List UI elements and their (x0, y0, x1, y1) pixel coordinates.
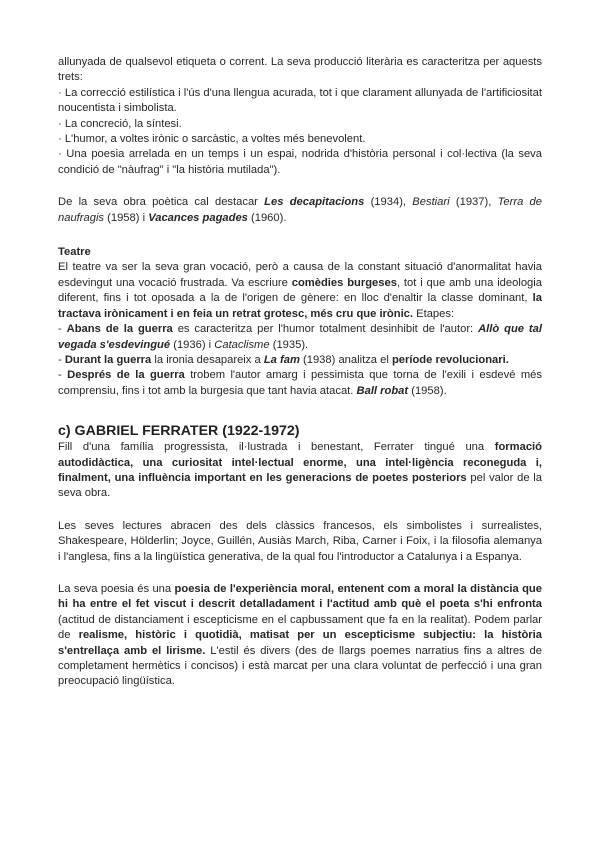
work-title: Allò que tal vegada s'esdevingué (58, 323, 542, 351)
work-title: Cataclisme (214, 338, 270, 351)
work-title: Terra de naufragis (58, 196, 543, 224)
trait-item: · L'humor, a voltes irònic o sarcàstic, a voltes més benevolent. (58, 133, 366, 146)
emphasis: Després de la guerra (67, 369, 185, 382)
emphasis: Durant la guerra (64, 353, 152, 366)
poetic-works-paragraph (58, 195, 542, 226)
emphasis: període revolucionari. (391, 353, 509, 366)
ferrater-paragraph: Fill d'una família progressista, il·lustrada i benestant, Ferrater tingué una formació autodidàctica, una curiositat intel·lectual enorme, una intel·ligència reconeguda i, finalment, una influència important en les generacions de poetes posteriors pel valor de la seva obra. (58, 441, 543, 500)
work-title: Ball robat (356, 384, 409, 397)
trait-item: · La concreció, la síntesi. (58, 117, 182, 130)
emphasis: la tractava irònicament i en feia un retrat grotesc, més cru que irònic. (58, 292, 542, 320)
work-title: La fam (263, 353, 300, 366)
trait-item: · La correcció estilística i l'ús d'una llengua acurada, tot i que clarament allunyada de l'artificiositat noucentista i simbolista. (58, 86, 542, 115)
stage-item: - Durant la guerra la ironia desapareix a La fam (1938) analitza el període revolucionari. (58, 353, 509, 366)
section-heading-teatre: Teatre (58, 246, 91, 259)
teatre-paragraph (58, 260, 542, 322)
text-run: (1960). (247, 211, 287, 224)
text-run: El teatre va ser la seva gran vocació, però a causa de la constant situació d'anormalitat havia esdevingut una vocació frustrada. Va escriure (58, 261, 542, 289)
text-run: (1958) i (104, 211, 149, 224)
stage-item: - Després de la guerra trobem l'autor amarg i pessimista que torna de l'exili i esdevé més comprensiu, fins i tot amb la burgesia que tant havia atacat. Ball robat (1958). (58, 369, 542, 397)
ferrater-readings-paragraph: Les seves lectures abracen des dels clàssics francesos, els simbolistes i surrealistes, Shakespeare, Hölderlin; Joyce, Guillén, Ausiàs March, Riba, Carner i Foix, i la filosofia alemanya i l'anglesa, fins a la lingüística generativa, de la qual fou l'introductor a Catalunya i a Espanya. (58, 519, 542, 563)
text-run: (1937), (449, 196, 498, 209)
section-heading-ferrater: c) GABRIEL FERRATER (1922-1972) (58, 423, 300, 440)
intro-lead: allunyada de qualsevol etiqueta o corrent. La seva producció literària es caracteritza per aquests trets: (58, 56, 542, 84)
emphasis: Abans de la guerra (66, 323, 173, 336)
text-run: (1934), (364, 196, 413, 209)
stage-item: - Abans de la guerra es caracteritza per l'humor totalment desinhibit de l'autor: Allò que tal vegada s'esdevingué (1936) i Cataclisme (1935). (58, 323, 542, 351)
text-run: De la seva obra poètica cal destacar (58, 196, 265, 209)
emphasis: formació autodidàctica, una curiositat intel·lectual enorme, una intel·ligència reconeguda i, finalment, una influència important en les generacions de poetes posteriors (58, 441, 542, 484)
emphasis: realisme, històric i quotidià, matisat per un escepticisme subjectiu: la història s'entrellaça amb el lirisme. (58, 629, 542, 657)
work-title: Les decapitacions (264, 196, 365, 209)
ferrater-poetry-paragraph: La seva poesia és una poesia de l'experiència moral, entenent com a moral la distància que hi ha entre el fet viscut i descrit detalladament i l'actitud amb què el poeta s'hi enfronta (actitud de distanciament i escepticisme en el capbussament que fa en la realitat). Podem parlar de realisme, històric i quotidià, matisat per un escepticisme subjectiu: la història s'entrellaça amb el lirisme. L'estil és divers (des de llargs poemes narratius fins a altres de completament hermètics i concisos) i està marcat per una clara voluntat de perfecció i una gran preocupació lingüística. (58, 582, 542, 688)
text-run: , tot i que amb una ideologia diferent, fins i tot oposada a la de l'origen de gènere: en lloc d'enaltir la classe dominant, (58, 276, 542, 305)
text-run: Etapes: (413, 307, 455, 320)
emphasis: comèdies burgeses (291, 276, 397, 289)
work-title: Bestiari (412, 196, 450, 209)
emphasis: poesia de l'experiència moral, entenent com a moral la distància que hi ha entre el fet viscut i descrit detalladament i l'actitud amb què el poeta s'hi enfronta (58, 582, 542, 611)
page-content (58, 55, 542, 690)
trait-item: · Una poesia arrelada en un temps i un espai, nodrida d'història personal i col·lectiva (la seva condició de "nàufrag" i "la història mutilada"). (58, 148, 542, 176)
work-title: Vacances pagades (148, 211, 248, 224)
